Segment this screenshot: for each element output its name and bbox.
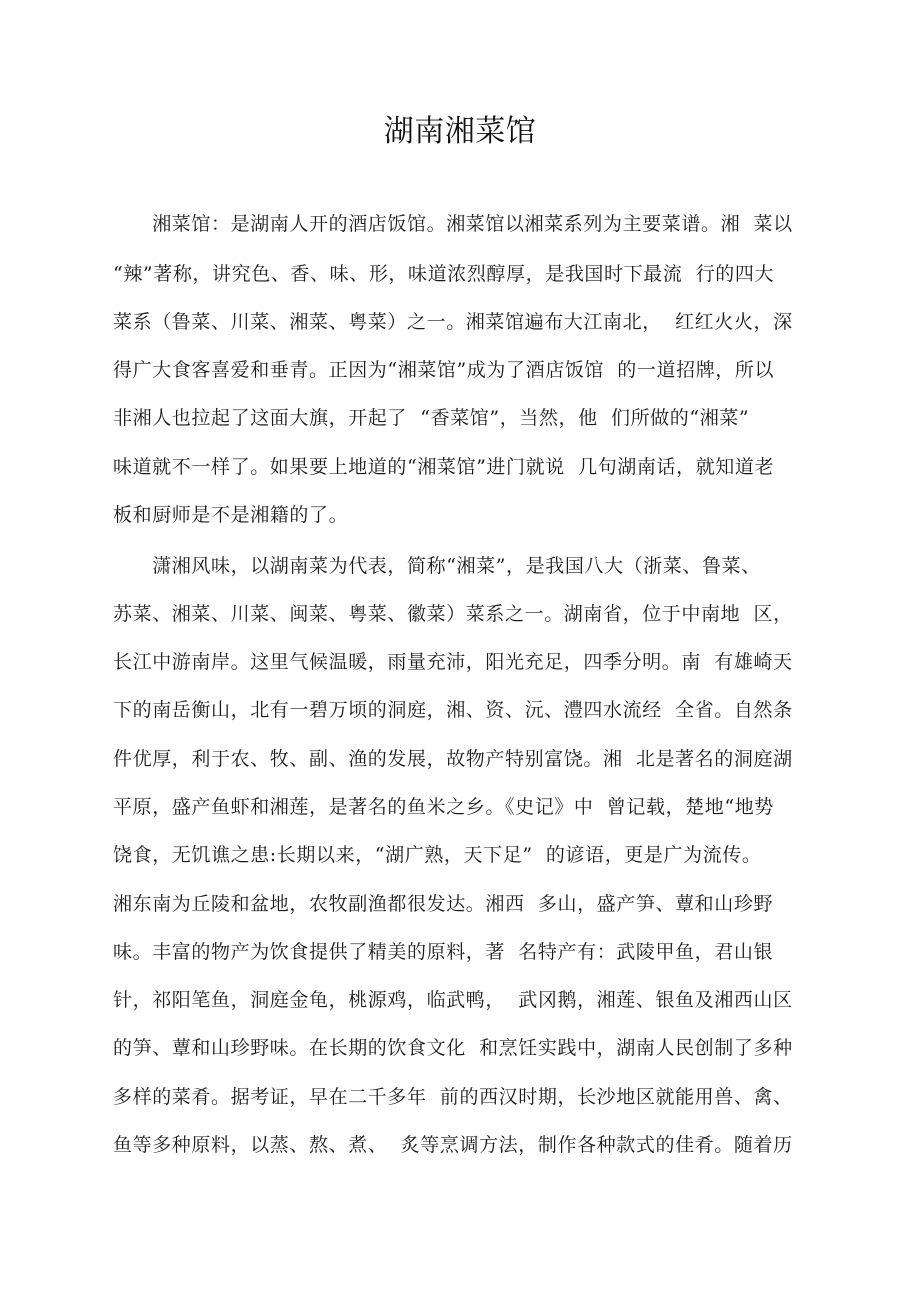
body-line: 潇湘风味，以湖南菜为代表，简称“湘菜”，是我国八大（浙菜、鲁菜、 <box>113 555 761 577</box>
body-line: 味。丰富的物产为饮食提供了精美的原料，著 名特产有：武陵甲鱼，君山银 <box>113 941 774 963</box>
body-line: 的笋、蕈和山珍野味。在长期的饮食文化 和烹饪实践中，湖南人民创制了多种 <box>113 1037 793 1059</box>
body-line: 长江中游南岸。这里气候温暖，雨量充沛，阳光充足，四季分明。南 有雄崎天 <box>113 651 793 673</box>
body-line: “辣”著称，讲究色、香、味、形，味道浓烈醇厚，是我国时下最流 行的四大 <box>113 263 775 285</box>
body-line: 饶食，无饥谯之患:长期以来，“湖广熟，天下足” 的谚语，更是广为流传。 <box>113 844 762 866</box>
body-line: 苏菜、湘菜、川菜、闽菜、粤菜、徽菜）菜系之一。湖南省，位于中南地 区， <box>113 603 793 625</box>
body-line: 味道就不一样了。如果要上地道的“湘菜馆”进门就说 几句湖南话，就知道老 <box>113 456 775 478</box>
body-line: 下的南岳衡山，北有一碧万顷的洞庭，湘、资、沅、澧四水流经 全省。自然条 <box>113 699 793 721</box>
body-line: 鱼等多种原料，以蒸、熬、煮、 炙等烹调方法，制作各种款式的佳肴。随着历 <box>113 1134 793 1156</box>
body-line: 件优厚，利于农、牧、副、渔的发展，故物产特别富饶。湘 北是著名的洞庭湖 <box>113 748 793 770</box>
body-line: 湘东南为丘陵和盆地，农牧副渔都很发达。湘西 多山，盛产笋、蕈和山珍野 <box>113 893 774 915</box>
body-line: 得广大食客喜爱和垂青。正因为“湘菜馆”成为了酒店饭馆 的一道招牌，所以 <box>113 359 775 381</box>
body-line: 平原，盛产鱼虾和湘莲，是著名的鱼米之乡。《史记》中 曾记载，楚地“地势 <box>113 796 774 818</box>
document-title: 湖南湘菜馆 <box>383 114 537 149</box>
body-line: 板和厨师是不是湘籍的了。 <box>113 504 349 526</box>
body-line: 多样的菜肴。据考证，早在二千多年 前的西汉时期，长沙地区就能用兽、禽、 <box>113 1086 793 1108</box>
body-line: 湘菜馆：是湖南人开的酒店饭馆。湘菜馆以湘菜系列为主要菜谱。湘 菜以 <box>113 213 793 235</box>
body-line: 非湘人也拉起了这面大旗，开起了 “香菜馆”，当然，他 们所做的“湘菜” <box>113 407 750 429</box>
body-line: 针，祁阳笔鱼，洞庭金龟，桃源鸡，临武鸭， 武冈鹅，湘莲、银鱼及湘西山区 <box>113 989 793 1011</box>
body-line: 菜系（鲁菜、川菜、湘菜、粤菜）之一。湘菜馆遍布大江南北， 红红火火，深 <box>113 311 793 333</box>
